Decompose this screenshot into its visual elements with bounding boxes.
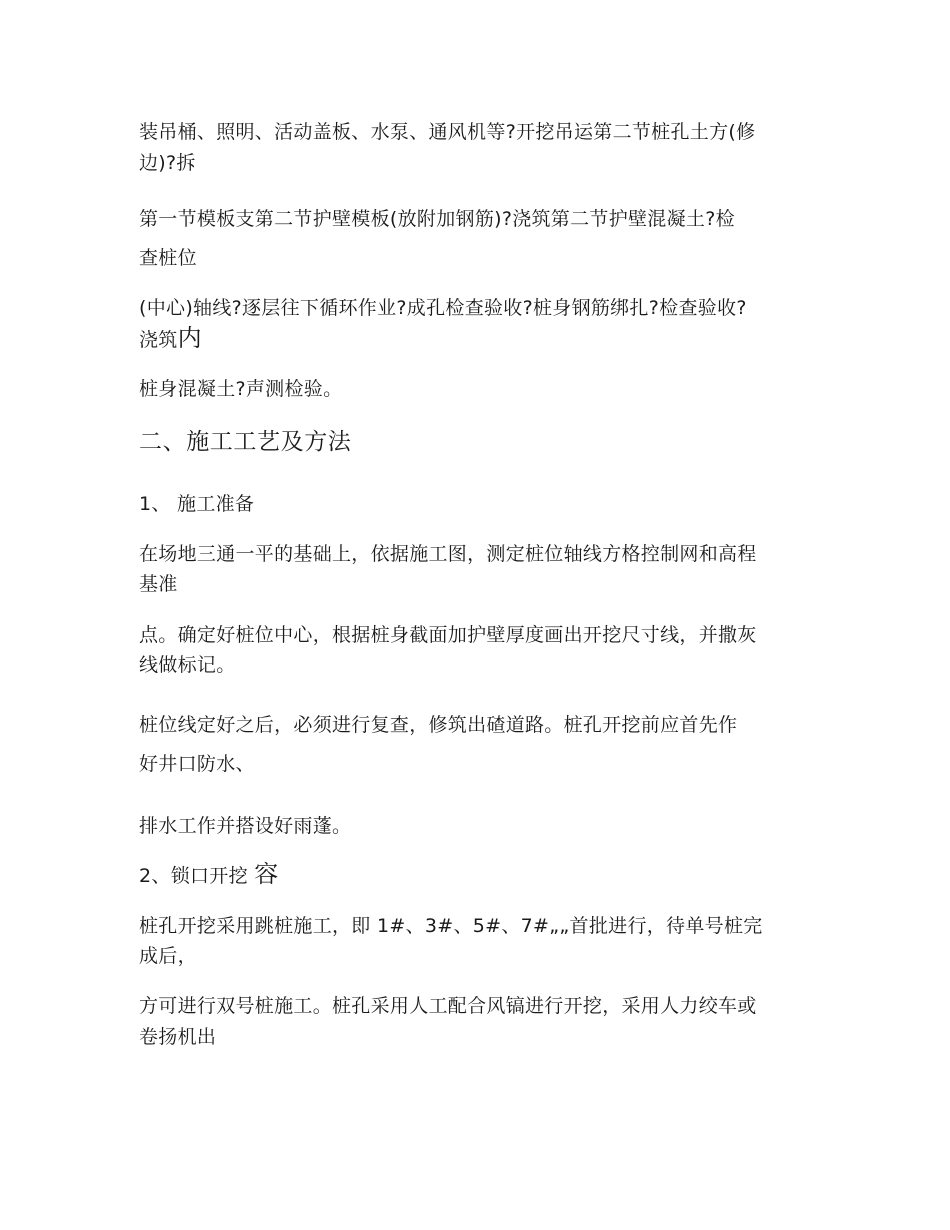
text-line: 第一节模板支第二节护壁模板(放附加钢筋)?浇筑第二节护壁混凝土?检 [139,208,735,230]
text-line: 边)?拆 [139,152,196,174]
text-line: 卷扬机出 [139,1026,217,1048]
text-line: 基准 [139,573,178,595]
text-line: 成后， [139,945,197,967]
text-line: 装吊桶、照明、活动盖板、水泵、通风机等?开挖吊运第二节桩孔土方(修 [139,121,756,143]
text-line: 方可进行双号桩施工。桩孔采用人工配合风镐进行开挖，采用人力绞车或 [139,995,757,1017]
subsection-heading [139,859,819,891]
text-line: 点。确定好桩位中心，根据桩身截面加护壁厚度画出开挖尺寸线，并撒灰 [139,624,757,646]
text-line: (中心)轴线?逐层往下循环作业?成孔检查验收?桩身钢筋绑扎?检查验收? [139,297,747,319]
section-heading: 二、施工工艺及方法 [139,429,352,455]
text-run: 容 [254,860,279,888]
text-line: 查桩位 [139,247,197,269]
text-line: 桩位线定好之后，必须进行复查，修筑出碴道路。桩孔开挖前应首先作 [139,714,738,736]
subsection-heading: 1、 施工准备 [139,493,255,515]
text-run: 内 [177,324,202,352]
text-run: 浇筑 [139,329,178,351]
text-line: 桩孔开挖采用跳桩施工，即 1#、3#、5#、7#„„首批进行，待单号桩完 [139,915,763,937]
text-line: 好井口防水、 [139,753,255,775]
text-line: 线做标记。 [139,654,236,676]
text-line: 桩身混凝土?声测检验。 [139,378,343,400]
text-line: 排水工作并搭设好雨蓬。 [139,815,352,837]
text-line: 在场地三通一平的基础上，依据施工图，测定桩位轴线方格控制网和高程 [139,543,757,565]
text-line [139,323,819,355]
text-run: 2、锁口开挖 [139,865,248,887]
